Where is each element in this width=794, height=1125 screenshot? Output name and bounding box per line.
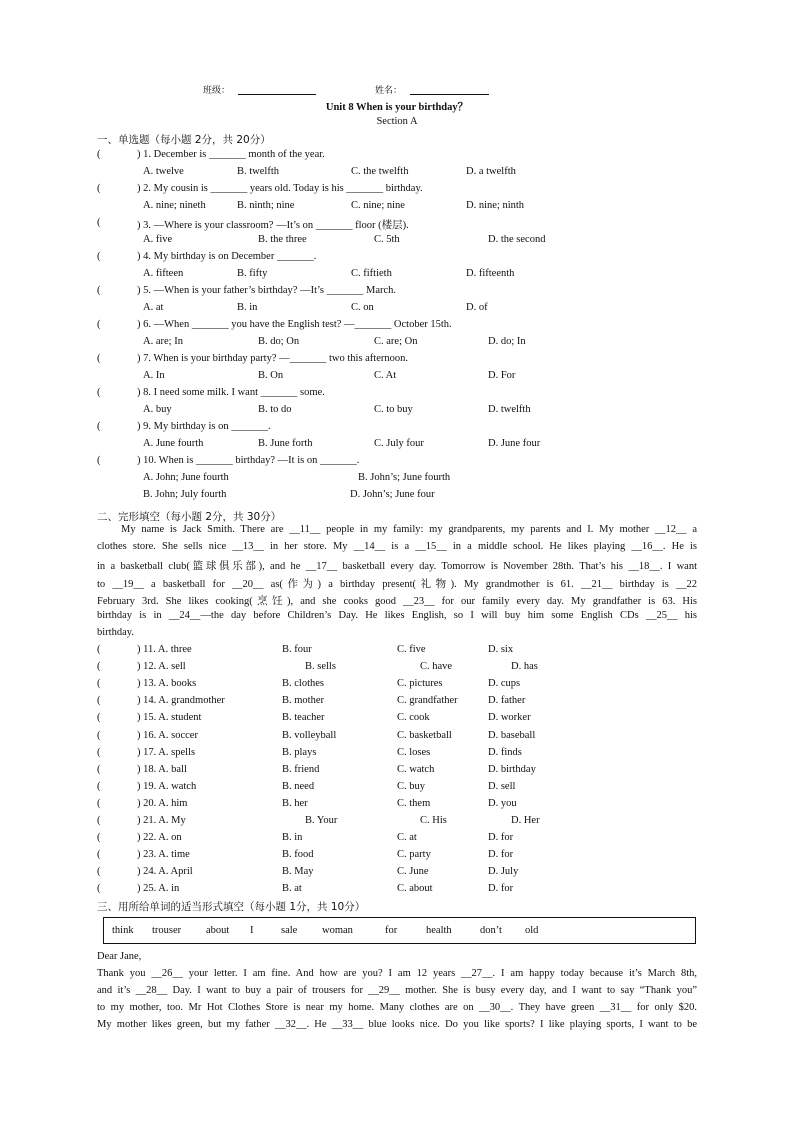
cloze-option[interactable]: D. you xyxy=(488,797,517,809)
question-paren[interactable]: ( xyxy=(97,763,101,775)
option[interactable]: D. nine; ninth xyxy=(466,200,525,211)
cloze-option[interactable]: D. birthday xyxy=(488,763,536,775)
word-bank-item: old xyxy=(525,925,539,936)
options-row xyxy=(97,404,717,418)
cloze-option[interactable]: B. May xyxy=(282,866,314,878)
option[interactable]: A. five xyxy=(143,234,173,245)
option[interactable]: B. ninth; nine xyxy=(237,200,295,211)
option[interactable]: D. do; In xyxy=(488,336,526,347)
header-line xyxy=(0,83,794,97)
cloze-option-a[interactable]: ) 23. A. time xyxy=(137,849,190,861)
passage-line: birthday is in __24__—the day before Children’s Day. He likes English, so I will buy him some English CDs __25__ his xyxy=(97,610,697,621)
question-paren[interactable]: ( xyxy=(97,661,101,673)
question-paren[interactable]: ( xyxy=(97,729,101,741)
word-bank-item: woman xyxy=(322,925,353,936)
option[interactable]: C. nine; nine xyxy=(351,200,405,211)
cloze-option[interactable]: B. mother xyxy=(282,695,324,707)
cloze-question-row xyxy=(97,849,717,863)
cloze-option[interactable]: B. plays xyxy=(282,746,317,758)
option[interactable]: D. John’s; June four xyxy=(350,489,435,500)
cloze-option-a[interactable]: ) 15. A. student xyxy=(137,712,202,724)
question-row xyxy=(97,149,717,163)
question-stem: ) 8. I need some milk. I want _______ some. xyxy=(137,387,325,398)
option[interactable]: C. on xyxy=(351,302,374,313)
cloze-option[interactable]: C. pictures xyxy=(397,678,443,690)
question-paren[interactable]: ( xyxy=(97,849,101,861)
name-blank[interactable] xyxy=(410,94,489,95)
letter-greeting: Dear Jane, xyxy=(97,951,142,962)
cloze-option[interactable]: C. about xyxy=(397,883,433,895)
option[interactable]: D. a twelfth xyxy=(466,166,516,177)
cloze-question-row xyxy=(97,661,717,675)
cloze-option-a[interactable]: ) 13. A. books xyxy=(137,678,197,690)
cloze-option-a[interactable]: ) 24. A. April xyxy=(137,866,193,878)
cloze-option[interactable]: C. watch xyxy=(397,763,435,775)
question-paren[interactable]: ( xyxy=(97,780,101,792)
option[interactable]: B. fifty xyxy=(237,268,268,279)
options-row xyxy=(97,166,717,180)
option[interactable]: A. twelve xyxy=(143,166,184,177)
cloze-question-row xyxy=(97,747,717,761)
option[interactable]: D. For xyxy=(488,370,516,381)
question-row xyxy=(97,353,717,367)
cloze-option[interactable]: C. five xyxy=(397,644,426,655)
options-row xyxy=(97,234,717,248)
cloze-option[interactable]: B. friend xyxy=(282,763,320,775)
option[interactable]: C. to buy xyxy=(374,404,413,415)
option[interactable]: A. fifteen xyxy=(143,268,184,279)
word-bank-item: health xyxy=(426,925,452,936)
options-row xyxy=(97,336,717,350)
word-bank-item: sale xyxy=(281,925,298,936)
cloze-option[interactable]: C. them xyxy=(397,797,431,809)
cloze-option[interactable]: B. at xyxy=(282,883,302,895)
option[interactable]: A. buy xyxy=(143,404,172,415)
question-stem: ) 3. —Where is your classroom? —It’s on _______ floor (楼层). xyxy=(137,220,409,231)
question-paren[interactable]: ( xyxy=(97,866,101,878)
cloze-question-row xyxy=(97,781,717,795)
name-label: 姓名： xyxy=(375,86,403,96)
cloze-option[interactable]: D. sell xyxy=(488,780,516,792)
cloze-option-a[interactable]: ) 16. A. soccer xyxy=(137,729,198,741)
cloze-option[interactable]: C. grandfather xyxy=(397,695,458,707)
option[interactable]: D. June four xyxy=(488,438,541,449)
question-paren[interactable]: ( xyxy=(97,387,101,398)
passage-line: My name is Jack Smith. There are __11__ people in my family: my grandparents, my parents and I. My mother __12__ a xyxy=(121,524,697,535)
question-paren[interactable]: ( xyxy=(97,285,101,296)
options-row xyxy=(97,370,717,384)
option[interactable]: D. the second xyxy=(488,234,546,245)
question-paren[interactable]: ( xyxy=(97,353,101,364)
letter-line: Thank you __26__ your letter. I am fine. And how are you? I am 12 years __27__. I am happy today because it’s March 8th, xyxy=(97,968,697,979)
cloze-option-a[interactable]: ) 18. A. ball xyxy=(137,763,187,775)
section-subtitle: Section A xyxy=(376,116,418,127)
cloze-option[interactable]: B. need xyxy=(282,780,315,792)
cloze-option-a[interactable]: ) 19. A. watch xyxy=(137,780,197,792)
option[interactable]: B. John’s; June fourth xyxy=(358,472,451,483)
option[interactable]: C. 5th xyxy=(374,234,400,245)
options-row xyxy=(97,200,717,214)
question-paren[interactable]: ( xyxy=(97,695,101,707)
question-paren[interactable]: ( xyxy=(97,832,101,844)
cloze-question-row xyxy=(97,695,717,709)
cloze-option-a[interactable]: ) 17. A. spells xyxy=(137,746,196,758)
question-paren[interactable]: ( xyxy=(97,183,101,194)
option[interactable]: A. In xyxy=(143,370,165,381)
passage-line: February 3rd. She likes cooking(烹饪), and she cooks good __23__ for our family every day. My grandfather is 63. His xyxy=(97,596,697,607)
class-label: 班级： xyxy=(203,86,231,96)
option[interactable]: B. John; July fourth xyxy=(143,489,227,500)
option[interactable]: B. to do xyxy=(258,404,292,415)
question-row xyxy=(97,285,717,299)
word-bank-item: think xyxy=(112,925,134,936)
cloze-option-a[interactable]: ) 25. A. in xyxy=(137,883,180,895)
cloze-option[interactable]: B. her xyxy=(282,797,308,809)
cloze-option[interactable]: D. for xyxy=(488,849,514,861)
option[interactable]: A. June fourth xyxy=(143,438,204,449)
cloze-option[interactable]: B. Your xyxy=(305,815,338,826)
question-paren[interactable]: ( xyxy=(97,217,101,228)
cloze-option[interactable]: C. His xyxy=(420,815,447,826)
word-bank-item: about xyxy=(206,925,230,936)
question-stem: ) 6. —When _______ you have the English test? —_______ October 15th. xyxy=(137,319,452,330)
cloze-option[interactable]: C. June xyxy=(397,866,429,878)
passage-line: in a basketball club(篮球俱乐部), and he __17__ basketball every day. Tomorrow is November 28th. That’s his __18__. I want xyxy=(97,561,697,572)
question-paren[interactable]: ( xyxy=(97,797,101,809)
letter-line: to my mother, too. Mr Hot Clothes Store is near my home. Many clothes are on __30__. They have green __31__ for only $20. xyxy=(97,1002,697,1013)
section2-heading: 二、完形填空（每小题 2分，共 30分） xyxy=(97,511,282,523)
cloze-question-row xyxy=(97,764,717,778)
cloze-question-row xyxy=(97,730,717,744)
cloze-question-row xyxy=(97,866,717,880)
option[interactable]: B. twelfth xyxy=(237,166,279,177)
cloze-option-a[interactable]: ) 14. A. grandmother xyxy=(137,695,225,707)
question-row xyxy=(97,183,717,197)
question-row xyxy=(97,251,717,265)
cloze-option[interactable]: B. food xyxy=(282,849,314,861)
cloze-option[interactable]: B. volleyball xyxy=(282,729,337,741)
cloze-option[interactable]: D. for xyxy=(488,883,514,895)
option[interactable]: A. at xyxy=(143,302,164,313)
cloze-option[interactable]: B. sells xyxy=(305,661,336,673)
question-paren[interactable]: ( xyxy=(97,251,101,262)
cloze-option[interactable]: C. loses xyxy=(397,746,431,758)
question-row xyxy=(97,387,717,401)
options-row xyxy=(97,268,717,282)
cloze-question-row xyxy=(97,678,717,692)
cloze-option[interactable]: C. party xyxy=(397,849,431,861)
cloze-question-row xyxy=(97,815,717,829)
question-row xyxy=(97,455,717,469)
word-bank-item: don’t xyxy=(480,925,502,936)
cloze-option-a[interactable]: ) 11. A. three xyxy=(137,644,192,655)
options-row xyxy=(97,489,717,503)
cloze-option[interactable]: C. buy xyxy=(397,780,426,792)
question-paren[interactable]: ( xyxy=(97,319,101,330)
question-paren[interactable]: ( xyxy=(97,678,101,690)
question-paren[interactable]: ( xyxy=(97,883,101,895)
letter-line: and it’s __28__ Day. I want to buy a pair of trousers for __29__ mother. She is busy every day, and I want to say “Thank you” xyxy=(97,985,697,996)
cloze-question-row xyxy=(97,712,717,726)
question-row xyxy=(97,421,717,435)
option[interactable]: D. of xyxy=(466,302,488,313)
unit-title: Unit 8 When is your birthday？ xyxy=(325,102,469,113)
option[interactable]: B. On xyxy=(258,370,284,381)
option[interactable]: C. July four xyxy=(374,438,424,449)
letter-line: My mother likes green, but my father __32__. He __33__ blue looks nice. Do you like sports? I like playing sports, I want to be xyxy=(97,1019,697,1030)
passage-line: clothes store. She sells nice __13__ in her store. My __14__ is a __15__ in a middle school. He likes playing __16__. He is xyxy=(97,541,697,552)
word-bank-box xyxy=(103,917,696,944)
question-paren[interactable]: ( xyxy=(97,712,101,724)
option[interactable]: B. in xyxy=(237,302,258,313)
word-bank-item: trouser xyxy=(152,925,182,936)
cloze-option[interactable]: D. father xyxy=(488,695,526,707)
option[interactable]: A. nine; nineth xyxy=(143,200,206,211)
section1-heading: 一、单选题（每小题 2分，共 20分） xyxy=(97,134,271,146)
option[interactable]: B. June forth xyxy=(258,438,313,449)
cloze-option[interactable]: B. clothes xyxy=(282,678,324,690)
option[interactable]: C. are; On xyxy=(374,336,418,347)
cloze-option[interactable]: D. cups xyxy=(488,678,521,690)
cloze-option[interactable]: B. in xyxy=(282,832,303,844)
option[interactable]: A. John; June fourth xyxy=(143,472,229,483)
question-paren[interactable]: ( xyxy=(97,644,101,655)
cloze-option-a[interactable]: ) 20. A. him xyxy=(137,797,188,809)
cloze-option-a[interactable]: ) 22. A. on xyxy=(137,832,182,844)
cloze-option-a[interactable]: ) 21. A. My xyxy=(137,815,186,826)
word-bank-item: I xyxy=(250,925,254,936)
cloze-option-a[interactable]: ) 12. A. sell xyxy=(137,661,186,673)
word-bank-item: for xyxy=(385,925,398,936)
question-stem: ) 9. My birthday is on _______. xyxy=(137,421,271,432)
question-stem: ) 7. When is your birthday party? —_______ two this afternoon. xyxy=(137,353,409,364)
options-row xyxy=(97,438,717,452)
cloze-option[interactable]: D. Her xyxy=(511,815,540,826)
cloze-option[interactable]: D. six xyxy=(488,644,514,655)
cloze-option[interactable]: D. has xyxy=(511,661,538,673)
question-paren[interactable]: ( xyxy=(97,455,101,466)
cloze-question-row xyxy=(97,644,717,658)
option[interactable]: D. fifteenth xyxy=(466,268,515,279)
cloze-option[interactable]: C. cook xyxy=(397,712,430,724)
cloze-option[interactable]: B. teacher xyxy=(282,712,325,724)
option[interactable]: D. twelfth xyxy=(488,404,531,415)
cloze-question-row xyxy=(97,798,717,812)
question-row xyxy=(97,319,717,333)
option[interactable]: C. the twelfth xyxy=(351,166,409,177)
question-stem: ) 5. —When is your father’s birthday? —It’s _______ March. xyxy=(137,285,397,296)
cloze-option[interactable]: B. four xyxy=(282,644,312,655)
cloze-option[interactable]: C. at xyxy=(397,832,417,844)
option[interactable]: B. the three xyxy=(258,234,307,245)
question-paren[interactable]: ( xyxy=(97,815,101,826)
cloze-option[interactable]: C. basketball xyxy=(397,729,452,741)
cloze-option[interactable]: D. finds xyxy=(488,746,522,758)
cloze-option[interactable]: D. for xyxy=(488,832,514,844)
question-paren[interactable]: ( xyxy=(97,746,101,758)
cloze-option[interactable]: C. have xyxy=(420,661,453,673)
section3-heading: 三、用所给单词的适当形式填空（每小题 1分，共 10分） xyxy=(97,901,366,913)
options-row xyxy=(97,302,717,316)
option[interactable]: B. do; On xyxy=(258,336,300,347)
cloze-option[interactable]: D. baseball xyxy=(488,729,536,741)
question-stem: ) 2. My cousin is _______ years old. Today is his _______ birthday. xyxy=(137,183,423,194)
cloze-question-row xyxy=(97,832,717,846)
passage-line: birthday. xyxy=(97,627,134,638)
question-stem: ) 1. December is _______ month of the year. xyxy=(137,149,325,160)
class-blank[interactable] xyxy=(238,94,316,95)
cloze-question-row xyxy=(97,883,717,897)
passage-line: to __19__ a basketball for __20__ as(作为) a birthday present(礼物). My grandmother is 61. __21__ birthday is __22 xyxy=(97,579,697,590)
options-row xyxy=(97,472,717,486)
question-row xyxy=(97,217,717,231)
question-stem: ) 4. My birthday is on December _______. xyxy=(137,251,317,262)
question-stem: ) 10. When is _______ birthday? —It is on _______. xyxy=(137,455,360,466)
option[interactable]: A. are; In xyxy=(143,336,183,347)
option[interactable]: C. At xyxy=(374,370,397,381)
cloze-option[interactable]: D. worker xyxy=(488,712,531,724)
question-paren[interactable]: ( xyxy=(97,149,101,160)
option[interactable]: C. fiftieth xyxy=(351,268,392,279)
question-paren[interactable]: ( xyxy=(97,421,101,432)
cloze-option[interactable]: D. July xyxy=(488,866,519,878)
